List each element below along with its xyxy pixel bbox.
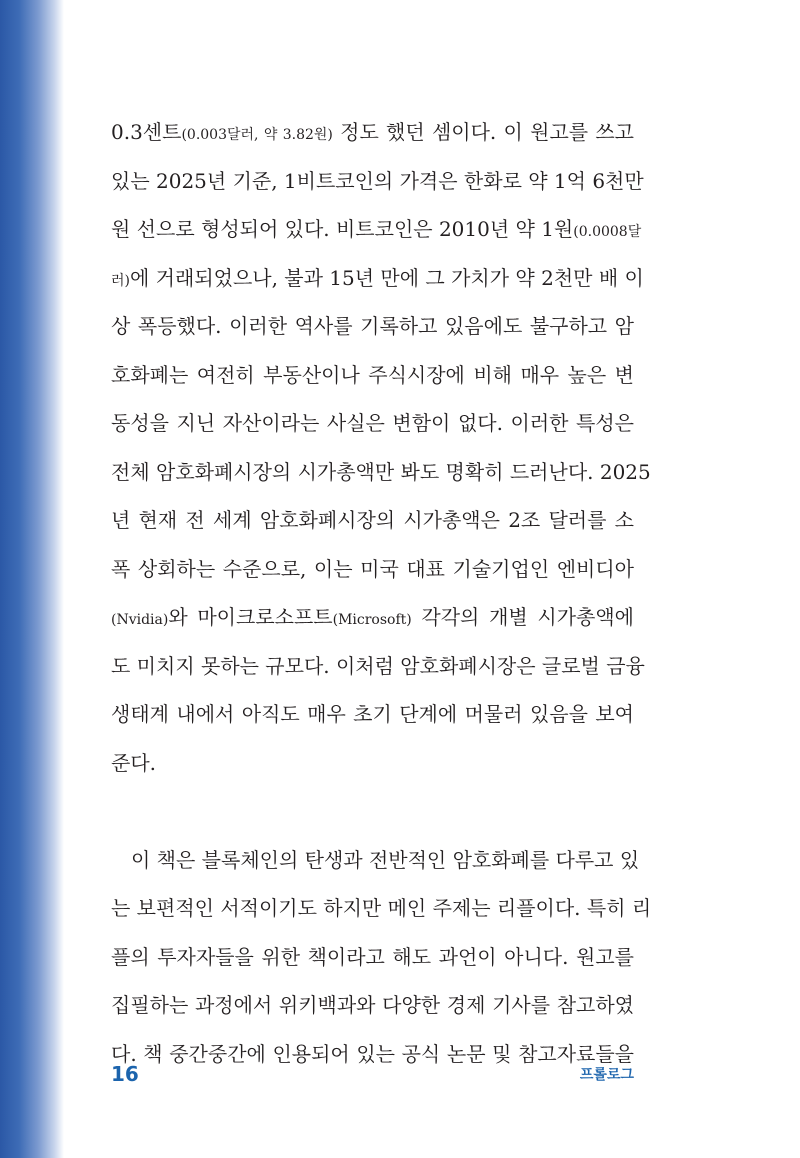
paragraph-gap xyxy=(111,787,634,836)
text-line: 집필하는 과정에서 위키백과와 다양한 경제 기사를 참고하였 xyxy=(111,993,634,1017)
text-run: 각각의 개별 시가총액에 xyxy=(411,605,634,629)
paragraph-1 xyxy=(111,108,651,787)
text-line: 다. 책 중간중간에 인용되어 있는 공식 논문 및 참고자료들을 xyxy=(111,1041,634,1066)
text-line: 있는 2025년 기준, 1비트코인의 가격은 한화로 약 1억 6천만 xyxy=(111,168,644,193)
text-run-small: (0.0008달 xyxy=(573,224,642,240)
paragraph-2 xyxy=(111,836,652,1079)
text-run-small: (0.003달러, 약 3.82원) xyxy=(181,127,333,143)
text-line: 상 폭등했다. 이러한 역사를 기록하고 있음에도 불구하고 암 xyxy=(111,314,634,338)
text-line: 도 미치지 못하는 규모다. 이처럼 암호화폐시장은 글로벌 금융 xyxy=(111,653,645,678)
text-line xyxy=(111,593,634,642)
text-run: 원 선으로 형성되어 있다. 비트코인은 2010년 약 1원 xyxy=(111,217,574,241)
running-footer-title: 프롤로그 xyxy=(579,1067,634,1083)
text-line: 년 현재 전 세계 암호화폐시장의 시가총액은 2조 달러를 소 xyxy=(111,508,634,532)
text-line: 플의 투자자들을 위한 책이라고 해도 과언이 아니다. 원고를 xyxy=(111,944,634,969)
text-run: 와 마이크로소프트 xyxy=(168,605,333,629)
text-line xyxy=(111,254,644,303)
text-line: 폭 상회하는 수준으로, 이는 미국 대표 기술기업인 엔비디아 xyxy=(111,556,634,581)
text-run: 정도 했던 셈이다. 이 원고를 쓰고 xyxy=(332,120,634,144)
page-number: 16 xyxy=(111,1062,139,1086)
text-run: 0.3센트 xyxy=(111,120,182,144)
text-line: 호화폐는 여전히 부동산이나 주식시장에 비해 매우 높은 변 xyxy=(111,362,634,387)
text-run-small: 러) xyxy=(111,272,130,289)
text-run: 에 거래되었으나, 불과 15년 만에 그 가치가 약 2천만 배 이 xyxy=(130,265,644,290)
text-line: 생태계 내에서 아직도 매우 초기 단계에 머물러 있음을 보여 xyxy=(111,702,634,726)
text-line xyxy=(111,108,634,157)
text-line: 동성을 지닌 자산이라는 사실은 변함이 없다. 이러한 특성은 xyxy=(111,411,634,435)
text-line: 이 책은 블록체인의 탄생과 전반적인 암호화폐를 다루고 있 xyxy=(111,847,640,872)
decorative-side-band xyxy=(0,0,64,1158)
text-line: 전체 암호화폐시장의 시가총액만 봐도 명확히 드러난다. 2025 xyxy=(111,459,651,484)
text-line xyxy=(111,205,642,254)
text-line: 준다. xyxy=(111,750,156,775)
text-run-small: (Microsoft) xyxy=(332,612,412,628)
text-run-small: (Nvidia) xyxy=(111,612,169,628)
text-line: 는 보편적인 서적이기도 하지만 메인 주제는 리플이다. 특히 리 xyxy=(111,896,652,920)
page-body xyxy=(111,108,652,1078)
